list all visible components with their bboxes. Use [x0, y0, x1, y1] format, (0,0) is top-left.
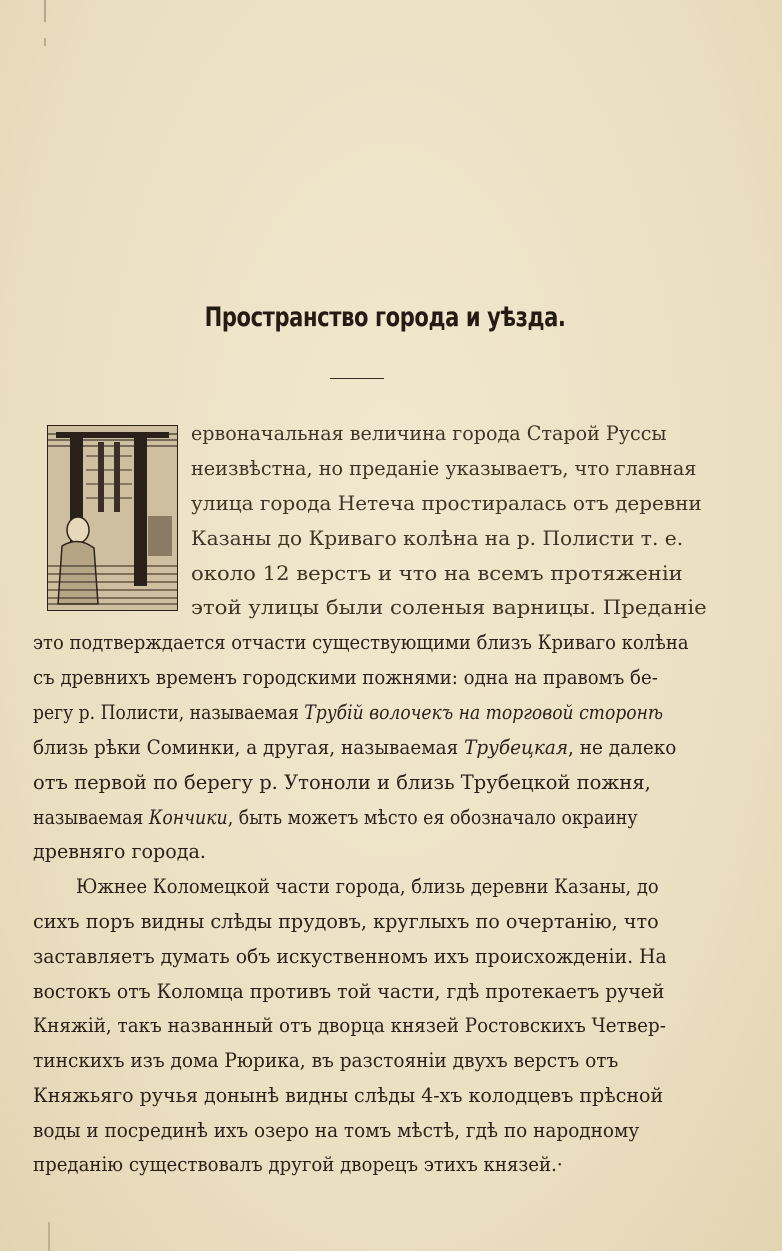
- italic-name: Трубецкая: [464, 736, 569, 759]
- text-line: древняго города.: [33, 840, 206, 863]
- text-line: сихъ поръ видны слѣды прудовъ, круглыхъ по очертанію, что: [33, 910, 659, 933]
- text-line: этой улицы были соленыя варницы. Преданіе: [191, 596, 707, 619]
- title-divider: [330, 378, 384, 379]
- text-line: отъ первой по берегу р. Утоноли и близь Трубецкой пожня,: [33, 771, 651, 794]
- chapter-title: Пространство города и уѣзда.: [204, 302, 566, 333]
- italic-name: Трубій волочекъ на торговой сторонѣ: [304, 701, 664, 724]
- engraving-image: [48, 426, 177, 610]
- text-span: , не далеко: [568, 736, 677, 759]
- text-line: неизвѣстна, но преданіе указываетъ, что главная: [191, 457, 697, 480]
- text-line: преданію существовалъ другой дворецъ этихъ князей.·: [33, 1153, 563, 1176]
- page-edge-mark: [44, 0, 46, 22]
- text-line: заставляетъ думать объ искуственномъ ихъ происхожденіи. На: [33, 945, 667, 968]
- text-line: Южнее Коломецкой части города, близь деревни Казаны, до: [76, 875, 659, 898]
- page-edge-mark: [48, 1222, 50, 1251]
- text-span: регу р. Полисти, называемая: [33, 701, 305, 724]
- text-line: [33, 808, 638, 828]
- text-line: это подтверждается отчасти существующими близъ Криваго колѣна: [33, 631, 689, 654]
- italic-name: Кончики: [148, 806, 228, 829]
- text-line: воды и посрединѣ ихъ озеро на томъ мѣстѣ, гдѣ по народному: [33, 1119, 640, 1142]
- text-line: Княжій, такъ названный отъ дворца князей Ростовскихъ Четвер-: [33, 1014, 666, 1037]
- text-span: близь рѣки Соминки, а другая, называемая: [33, 736, 465, 759]
- text-line: ервоначальная величина города Старой Руссы: [191, 422, 667, 445]
- text-line: [33, 703, 663, 723]
- page-edge-mark: [44, 38, 46, 46]
- text-line: тинскихъ изъ дома Рюрика, въ разстояніи двухъ верстъ отъ: [33, 1049, 619, 1072]
- text-line: около 12 верстъ и что на всемъ протяженіи: [191, 562, 683, 585]
- text-span: , быть можетъ мѣсто ея обозначало окраину: [227, 806, 638, 829]
- text-line: улица города Нетеча простиралась отъ деревни: [191, 492, 702, 515]
- initial-letter-illustration: [47, 425, 178, 611]
- text-line: Казаны до Криваго колѣна на р. Полисти т. е.: [191, 527, 684, 550]
- text-line: востокъ отъ Коломца противъ той части, гдѣ протекаетъ ручей: [33, 980, 665, 1003]
- text-line: съ древнихъ временъ городскими пожнями: одна на правомъ бе-: [33, 666, 658, 689]
- text-line: [33, 738, 676, 758]
- text-line: Княжьяго ручья донынѣ видны слѣды 4-хъ колодцевъ прѣсной: [33, 1084, 664, 1107]
- text-span: называемая: [33, 806, 149, 829]
